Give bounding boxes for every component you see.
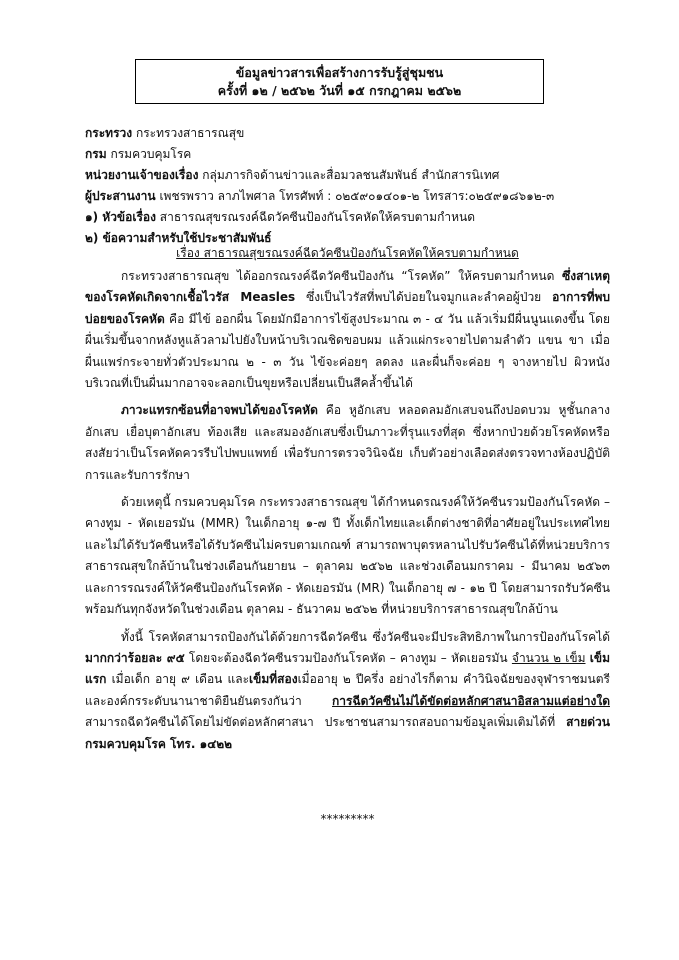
p4-religion-statement: การฉีดวัคซีนไม่ได้ขัดต่อหลักศาสนาอิสลามแต่อย่างใด xyxy=(332,693,610,708)
paragraph-1 xyxy=(85,266,610,394)
story-title: เรื่อง สาธารณสุขรณรงค์ฉีดวัคซีนป้องกันโรคหัดให้ครบตามกำหนด xyxy=(176,246,519,260)
header-box xyxy=(135,59,544,104)
p4-doses: จำนวน ๒ เข็ม xyxy=(511,650,586,665)
p4-text-i: เมื่ออายุ ๒ ปีครึ่ง อย่างไรก็ตาม คำวินิจฉัยของจุฬาราชมนตรีและองค์กรระดับนานาชาติยืนยันตรงกันว่า xyxy=(85,672,610,708)
p1-text-e: คือ มีไข้ ออกผื่น โดยมักมีอาการไข้สูงประมาณ ๓ - ๔ วัน แล้วเริ่มมีผื่นนูนแดงขึ้น โดยผื่นเริ่มขึ้นจากหลังหูแล้วลามไปยังใบหน้าบริเวณชิดขอบผม แล้วแผ่กระจายไปตามลำตัว แขน ขา เมื่อผื่นแพร่กระจายทั่วตัวประมาณ ๒ - ๓ วัน ไข้จะค่อยๆ ลดลง และผื่นก็จะค่อย ๆ จางหายไป ผิวหนังบริเวณที่เป็นผื่นมากอาจจะลอกเป็นขุยหรือเปลี่ยนเป็นสีคล้ำขึ้นได้ xyxy=(85,311,610,391)
key-message-label: ๒) ข้อความสำหรับใช้ประชาสัมพันธ์ xyxy=(85,231,272,245)
coordinator-label: ผู้ประสานงาน xyxy=(85,189,156,203)
department-label: กรม xyxy=(85,147,107,161)
p1-text-a: กระทรวงสาธารณสุข ได้ออกรณรงค์ฉีดวัคซีนป้องกัน “โรคหัด” ให้ครบตามกำหนด xyxy=(121,269,563,283)
p1-symptoms-label: อาการที่พบบ่อยของโรคหัด xyxy=(85,290,611,326)
header-issue: ครั้งที่ ๑๒ / ๒๕๖๒ วันที่ ๑๕ กรกฎาคม ๒๕๖๒ xyxy=(217,83,462,99)
paragraph-2 xyxy=(85,400,610,486)
meta-ministry xyxy=(85,124,615,142)
ministry-label: กระทรวง xyxy=(85,126,133,140)
p4-text-g: เมื่อเด็ก อายุ ๙ เดือน และ xyxy=(106,672,250,687)
header-title: ข้อมูลข่าวสารเพื่อสร้างการรับรู้สู่ชุมชน xyxy=(235,65,444,80)
unit-label: หน่วยงานเจ้าของเรื่อง xyxy=(85,168,199,182)
p4-second-dose: เข็มที่สอง xyxy=(249,672,298,687)
meta-topic xyxy=(85,208,615,226)
topic-label: ๑) หัวข้อเรื่อง xyxy=(85,210,156,224)
p1-text-c: ซึ่งเป็นไวรัสที่พบได้บ่อยในจมูกและลำคอผู้ป่วย xyxy=(295,290,553,305)
topic-value: สาธารณสุขรณรงค์ฉีดวัคซีนป้องกันโรคหัดให้ครบตามกำหนด xyxy=(159,210,475,224)
p1-cause: ซึ่งสาเหตุของโรคหัดเกิดจากเชื้อไวรัส Measles xyxy=(85,269,610,305)
meta-section xyxy=(85,124,615,250)
meta-coordinator xyxy=(85,187,615,205)
unit-value: กลุ่มภารกิจด้านข่าวและสื่อมวลชนสัมพันธ์ สำนักสารนิเทศ xyxy=(202,168,500,182)
end-marker: ********* xyxy=(320,812,375,826)
department-value: กรมควบคุมโรค xyxy=(110,147,192,161)
coordinator-value: เพชรพราว ลาภไพศาล โทรศัพท์ : ๐๒๕๙๐๑๔๐๑-๒ โทรสาร:๐๒๕๙๑๘๖๑๒-๓ xyxy=(159,189,555,203)
p4-hotline: สายด่วนกรมควบคุมโรค โทร. ๑๔๒๒ xyxy=(85,715,610,751)
ministry-value: กระทรวงสาธารณสุข xyxy=(135,126,245,140)
paragraph-4 xyxy=(85,627,610,755)
p4-text-a: ทั้งนี้ โรคหัดสามารถป้องกันได้ด้วยการฉีดวัคซีน ซึ่งวัคซีนจะมีประสิทธิภาพในการป้องกันโรคได้ xyxy=(121,629,610,644)
p4-efficacy: มากกว่าร้อยละ ๙๕ xyxy=(85,650,185,665)
p2-text-b: คือ หูอักเสบ หลอดลมอักเสบจนถึงปอดบวม หูชั้นกลางอักเสบ เยื่อบุตาอักเสบ ท้องเสีย และสมองอักเสบซึ่งเป็นภาวะที่รุนแรงที่สุด ซึ่งหากป่วยด้วยโรคหัดหรือสงสัยว่าเป็นโรคหัดควรรีบไปพบแพทย์ เพื่อรับการตรวจวินิจฉัย เก็บตัวอย่างเลือดส่งตรวจทางห้องปฏิบัติการและรับการรักษา xyxy=(85,403,610,482)
paragraph-3: ด้วยเหตุนี้ กรมควบคุมโรค กระทรวงสาธารณสุข ได้กำหนดรณรงค์ให้วัคซีนรวมป้องกันโรคหัด – คางทูม - หัดเยอรมัน (MMR) ในเด็กอายุ ๑-๗ ปี ทั้งเด็กไทยและเด็กต่างชาติที่อาศัยอยู่ในประเทศไทย และไม่ได้รับวัคซีนหรือได้รับวัคซีนไม่ครบตามเกณฑ์ สามารถพาบุตรหลานไปรับวัคซีนได้ที่หน่วยบริการสาธารณสุขใกล้บ้านในช่วงเดือนกันยายน – ตุลาคม ๒๕๖๒ และช่วงเดือนมกราคม - มีนาคม ๒๕๖๓ และการรณรงค์ให้วัคซีนป้องกันโรคหัด - หัดเยอรมัน (MR) ในเด็กอายุ ๗ - ๑๒ ปี โดยสามารถรับวัคซีนพร้อมกันทุกจังหวัดในช่วงเดือน ตุลาคม - ธันวาคม ๒๕๖๒ ที่หน่วยบริการสาธารณสุขใกล้บ้าน xyxy=(85,495,610,617)
p4-text-k: สามารถฉีดวัคซีนได้โดยไม่ขัดต่อหลักศาสนา ประชาชนสามารถสอบถามข้อมูลเพิ่มเติมได้ที่ xyxy=(85,715,567,730)
p4-text-c: โดยจะต้องฉีดวัคซีนรวมป้องกันโรคหัด – คางทูม – หัดเยอรมัน xyxy=(184,650,512,665)
meta-department xyxy=(85,145,615,163)
meta-unit xyxy=(85,166,615,184)
p4-first-dose: เข็มแรก xyxy=(85,650,610,687)
story-body xyxy=(85,266,610,761)
p2-complications-label: ภาวะแทรกซ้อนที่อาจพบได้ของโรคหัด xyxy=(121,403,318,418)
